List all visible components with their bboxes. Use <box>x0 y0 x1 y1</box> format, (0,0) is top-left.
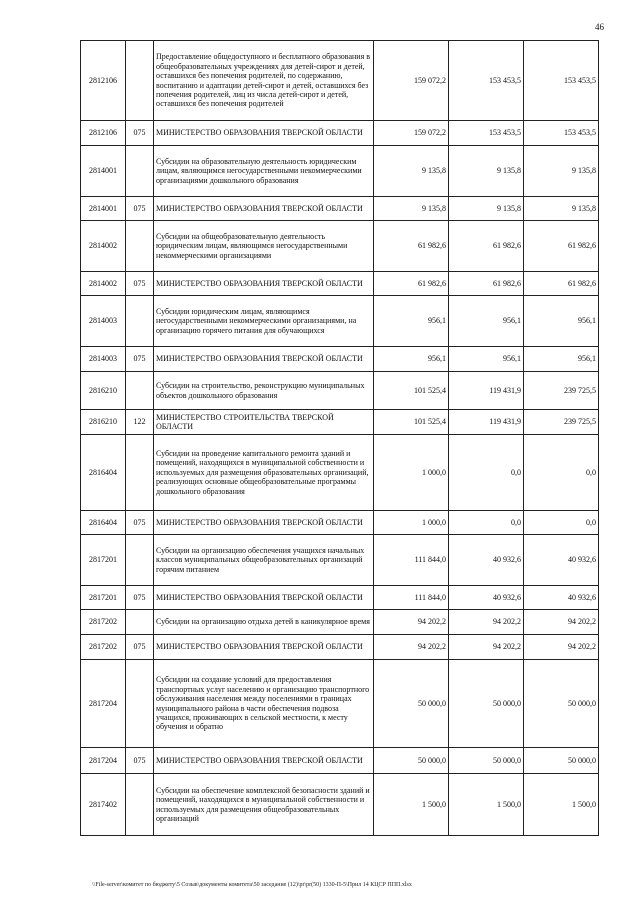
row-admin-code <box>126 660 154 748</box>
row-value-3: 94 202,2 <box>524 635 599 660</box>
row-admin-code: 075 <box>126 197 154 221</box>
row-value-2: 61 982,6 <box>449 272 524 296</box>
row-value-1: 956,1 <box>374 296 449 347</box>
row-admin-code: 075 <box>126 272 154 296</box>
row-value-2: 153 453,5 <box>449 121 524 146</box>
row-value-1: 111 844,0 <box>374 586 449 610</box>
row-value-2: 61 982,6 <box>449 221 524 272</box>
row-value-1: 9 135,8 <box>374 197 449 221</box>
table-body <box>81 41 599 836</box>
row-name: Субсидии на обеспечение комплексной безопасности зданий и помещений, находящихся в муниципальной собственности и используемых для размещения общеобразовательных организаций <box>154 774 374 836</box>
row-code: 2814002 <box>81 221 126 272</box>
row-code: 2817201 <box>81 586 126 610</box>
row-value-1: 61 982,6 <box>374 221 449 272</box>
row-value-3: 50 000,0 <box>524 748 599 774</box>
row-admin-code: 075 <box>126 586 154 610</box>
table-row <box>81 272 599 296</box>
row-value-3: 956,1 <box>524 296 599 347</box>
row-admin-code <box>126 146 154 197</box>
row-code: 2816404 <box>81 511 126 535</box>
row-code: 2816210 <box>81 410 126 435</box>
table-row <box>81 410 599 435</box>
row-value-1: 94 202,2 <box>374 635 449 660</box>
row-code: 2817402 <box>81 774 126 836</box>
budget-table <box>80 40 599 836</box>
table-row <box>81 197 599 221</box>
row-value-2: 94 202,2 <box>449 635 524 660</box>
row-value-3: 61 982,6 <box>524 221 599 272</box>
row-code: 2816404 <box>81 435 126 511</box>
row-code: 2814001 <box>81 197 126 221</box>
row-admin-code <box>126 296 154 347</box>
row-value-2: 40 932,6 <box>449 535 524 586</box>
table-row <box>81 660 599 748</box>
row-admin-code <box>126 774 154 836</box>
row-name: Субсидии на создание условий для предоставления транспортных услуг населению и организацию транспортного обслуживания населения между поселениями в границах муниципального района в части обеспечения подвоза учащихся, проживающих в сельской местности, к месту обучения и обратно <box>154 660 374 748</box>
row-name: МИНИСТЕРСТВО ОБРАЗОВАНИЯ ТВЕРСКОЙ ОБЛАСТИ <box>154 197 374 221</box>
table-row <box>81 296 599 347</box>
row-value-3: 9 135,8 <box>524 197 599 221</box>
row-admin-code <box>126 372 154 410</box>
row-name: Субсидии на строительство, реконструкцию муниципальных объектов дошкольного образования <box>154 372 374 410</box>
page-number: 46 <box>595 22 604 32</box>
row-value-2: 94 202,2 <box>449 610 524 635</box>
row-value-1: 1 000,0 <box>374 511 449 535</box>
row-value-3: 40 932,6 <box>524 535 599 586</box>
row-name: МИНИСТЕРСТВО ОБРАЗОВАНИЯ ТВЕРСКОЙ ОБЛАСТИ <box>154 347 374 372</box>
table-row <box>81 535 599 586</box>
row-code: 2817201 <box>81 535 126 586</box>
row-value-1: 50 000,0 <box>374 660 449 748</box>
row-value-2: 50 000,0 <box>449 748 524 774</box>
row-name: Субсидии на образовательную деятельность юридическим лицам, являющимся негосударственными некоммерческими организациями дошкольного образования <box>154 146 374 197</box>
row-value-3: 61 982,6 <box>524 272 599 296</box>
file-path-footer: \\File-server\комитет по бюджету\5 Созыв\документы комитета\50 заседание (12)\pr\pr(50) 1330-П-5\Прил 14 КЦСР ППП.xlsx <box>92 882 412 888</box>
row-name: МИНИСТЕРСТВО ОБРАЗОВАНИЯ ТВЕРСКОЙ ОБЛАСТИ <box>154 586 374 610</box>
row-value-2: 956,1 <box>449 296 524 347</box>
row-code: 2814003 <box>81 347 126 372</box>
row-value-3: 239 725,5 <box>524 410 599 435</box>
row-value-3: 956,1 <box>524 347 599 372</box>
table-row <box>81 511 599 535</box>
row-code: 2812106 <box>81 41 126 121</box>
row-value-2: 153 453,5 <box>449 41 524 121</box>
row-name: Предоставление общедоступного и бесплатного образования в общеобразовательных учреждениях для детей-сирот и детей, оставшихся без попечения родителей, по содержанию, воспитанию и адаптации детей-сирот и детей, оставшихся без попечения родителей, лиц из числа детей-сирот и детей, оставшихся без попечения родителей <box>154 41 374 121</box>
row-value-3: 50 000,0 <box>524 660 599 748</box>
row-admin-code <box>126 610 154 635</box>
row-name: Субсидии на организацию обеспечения учащихся начальных классов муниципальных общеобразовательных организаций горячим питанием <box>154 535 374 586</box>
row-admin-code <box>126 41 154 121</box>
table-row <box>81 748 599 774</box>
row-code: 2814002 <box>81 272 126 296</box>
row-value-2: 119 431,9 <box>449 410 524 435</box>
row-code: 2812106 <box>81 121 126 146</box>
row-value-2: 9 135,8 <box>449 146 524 197</box>
row-name: МИНИСТЕРСТВО ОБРАЗОВАНИЯ ТВЕРСКОЙ ОБЛАСТИ <box>154 511 374 535</box>
row-name: МИНИСТЕРСТВО ОБРАЗОВАНИЯ ТВЕРСКОЙ ОБЛАСТИ <box>154 748 374 774</box>
table-row <box>81 347 599 372</box>
row-admin-code: 075 <box>126 121 154 146</box>
row-value-2: 40 932,6 <box>449 586 524 610</box>
row-value-2: 0,0 <box>449 435 524 511</box>
row-admin-code <box>126 221 154 272</box>
row-value-1: 61 982,6 <box>374 272 449 296</box>
row-admin-code: 075 <box>126 748 154 774</box>
row-value-3: 9 135,8 <box>524 146 599 197</box>
row-value-3: 1 500,0 <box>524 774 599 836</box>
row-value-3: 40 932,6 <box>524 586 599 610</box>
row-code: 2817202 <box>81 635 126 660</box>
row-admin-code <box>126 535 154 586</box>
row-value-3: 94 202,2 <box>524 610 599 635</box>
row-admin-code: 122 <box>126 410 154 435</box>
row-code: 2816210 <box>81 372 126 410</box>
table-row <box>81 586 599 610</box>
row-value-3: 153 453,5 <box>524 41 599 121</box>
row-value-1: 956,1 <box>374 347 449 372</box>
row-name: Субсидии на проведение капитального ремонта зданий и помещений, находящихся в муниципальной собственности и используемых для размещения образовательных организаций, реализующих основные общеобразовательные программы дошкольного образования <box>154 435 374 511</box>
row-code: 2814003 <box>81 296 126 347</box>
table-row <box>81 146 599 197</box>
row-name: Субсидии на общеобразовательную деятельность юридическим лицам, являющимся негосударственными некоммерческими организациями <box>154 221 374 272</box>
row-value-1: 1 000,0 <box>374 435 449 511</box>
row-name: МИНИСТЕРСТВО ОБРАЗОВАНИЯ ТВЕРСКОЙ ОБЛАСТИ <box>154 121 374 146</box>
row-name: МИНИСТЕРСТВО СТРОИТЕЛЬСТВА ТВЕРСКОЙ ОБЛАСТИ <box>154 410 374 435</box>
table-row <box>81 774 599 836</box>
row-value-1: 9 135,8 <box>374 146 449 197</box>
row-value-2: 0,0 <box>449 511 524 535</box>
row-value-2: 9 135,8 <box>449 197 524 221</box>
row-name: Субсидии на организацию отдыха детей в каникулярное время <box>154 610 374 635</box>
table-row <box>81 121 599 146</box>
table-row <box>81 221 599 272</box>
row-admin-code: 075 <box>126 347 154 372</box>
row-code: 2817204 <box>81 660 126 748</box>
row-value-1: 101 525,4 <box>374 372 449 410</box>
row-name: Субсидии юридическим лицам, являющимся негосударственными некоммерческими организациями, на организацию горячего питания для обучающихся <box>154 296 374 347</box>
row-value-2: 119 431,9 <box>449 372 524 410</box>
row-value-3: 153 453,5 <box>524 121 599 146</box>
row-name: МИНИСТЕРСТВО ОБРАЗОВАНИЯ ТВЕРСКОЙ ОБЛАСТИ <box>154 272 374 296</box>
table-row <box>81 41 599 121</box>
row-code: 2817202 <box>81 610 126 635</box>
row-value-1: 101 525,4 <box>374 410 449 435</box>
row-value-2: 1 500,0 <box>449 774 524 836</box>
row-value-1: 94 202,2 <box>374 610 449 635</box>
row-admin-code: 075 <box>126 635 154 660</box>
table-row <box>81 635 599 660</box>
row-code: 2814001 <box>81 146 126 197</box>
row-code: 2817204 <box>81 748 126 774</box>
row-value-2: 956,1 <box>449 347 524 372</box>
row-name: МИНИСТЕРСТВО ОБРАЗОВАНИЯ ТВЕРСКОЙ ОБЛАСТИ <box>154 635 374 660</box>
table-row <box>81 372 599 410</box>
row-value-3: 0,0 <box>524 511 599 535</box>
row-value-1: 1 500,0 <box>374 774 449 836</box>
row-admin-code: 075 <box>126 511 154 535</box>
row-value-1: 159 072,2 <box>374 121 449 146</box>
row-value-3: 239 725,5 <box>524 372 599 410</box>
row-value-3: 0,0 <box>524 435 599 511</box>
table-row <box>81 435 599 511</box>
row-value-1: 50 000,0 <box>374 748 449 774</box>
row-value-2: 50 000,0 <box>449 660 524 748</box>
row-admin-code <box>126 435 154 511</box>
row-value-1: 159 072,2 <box>374 41 449 121</box>
row-value-1: 111 844,0 <box>374 535 449 586</box>
table-row <box>81 610 599 635</box>
